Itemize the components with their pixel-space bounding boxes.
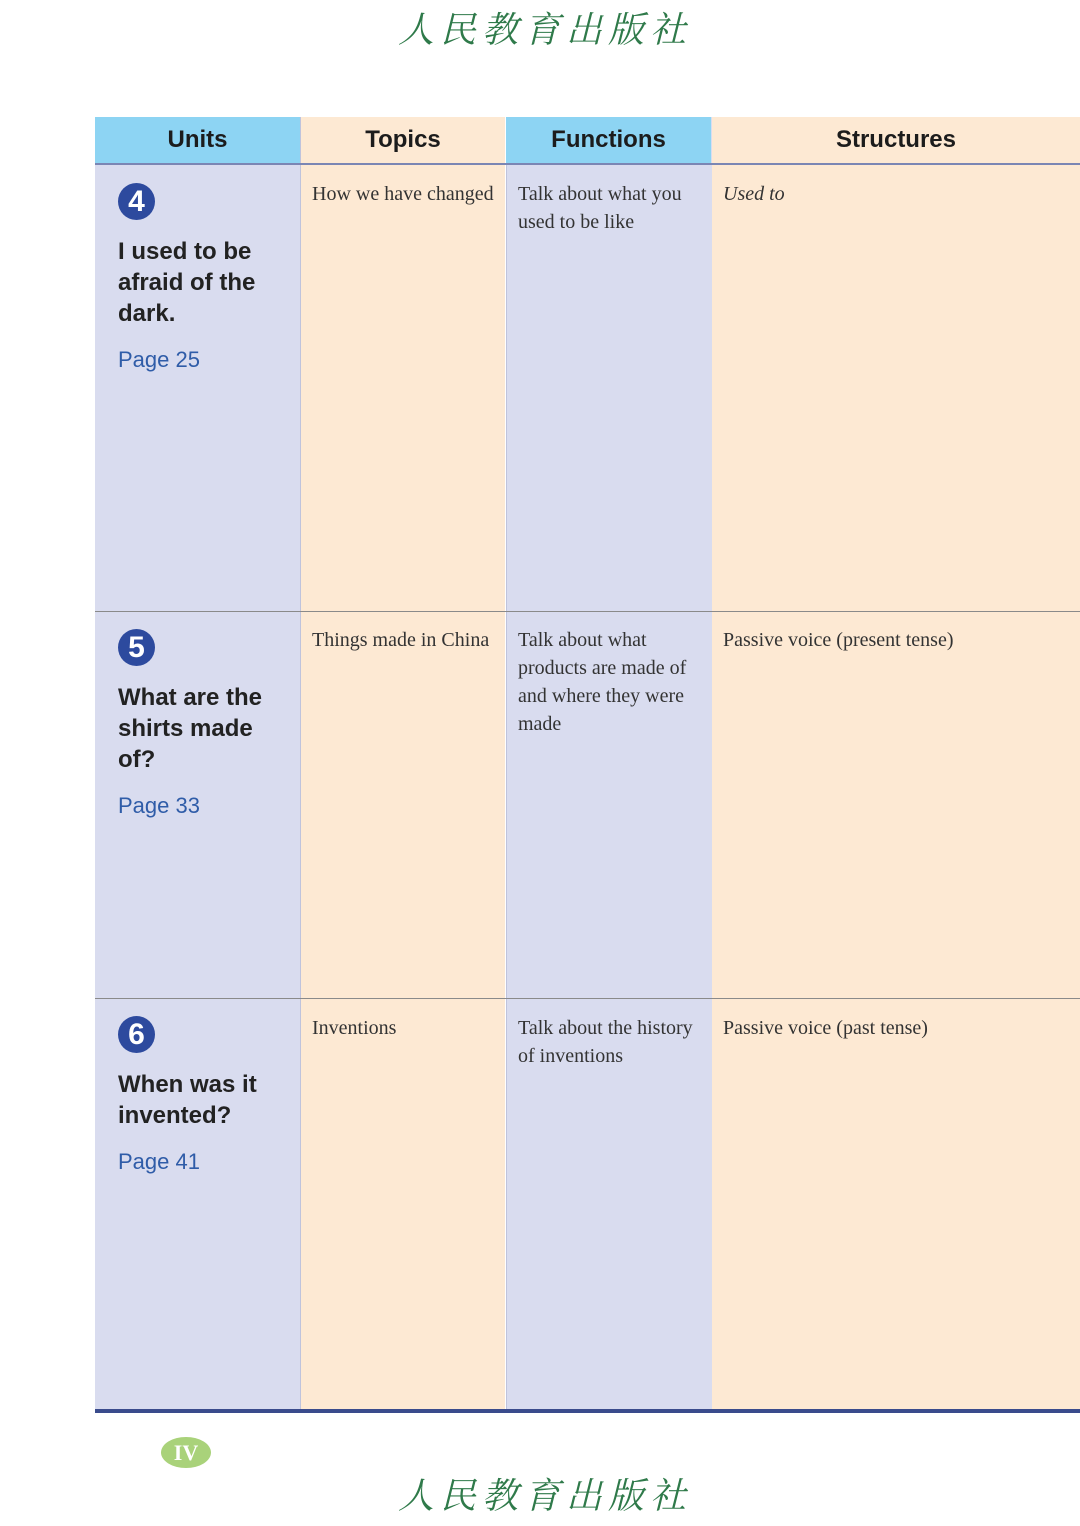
publisher-watermark-bottom: 人民教育出版社 bbox=[397, 1476, 692, 1517]
structures-column bbox=[712, 117, 1080, 1410]
contents-table bbox=[95, 117, 1080, 1412]
row-divider bbox=[95, 611, 1080, 612]
header-structures: Structures bbox=[712, 117, 1080, 163]
unit-title: What are the shirts made of? bbox=[118, 684, 263, 773]
structure-cell: Passive voice (present tense) bbox=[723, 629, 954, 651]
header-topics: Topics bbox=[301, 117, 505, 163]
unit-page-link[interactable]: Page 33 bbox=[118, 793, 200, 818]
functions-column bbox=[506, 117, 713, 1410]
header-divider bbox=[95, 163, 1080, 165]
header-units: Units bbox=[95, 117, 300, 163]
topic-cell: Things made in China bbox=[312, 629, 490, 651]
unit-4-block[interactable] bbox=[118, 183, 288, 373]
structure-cell: Used to bbox=[723, 183, 785, 205]
row-divider bbox=[95, 998, 1080, 999]
table-bottom-border bbox=[95, 1409, 1080, 1413]
topic-cell: Inventions bbox=[312, 1017, 397, 1039]
header-functions: Functions bbox=[506, 117, 711, 163]
unit-5-block[interactable] bbox=[118, 629, 288, 819]
function-cell: Talk about what products are made of and where they were made bbox=[518, 629, 687, 735]
unit-6-block[interactable] bbox=[118, 1016, 288, 1175]
unit-title: When was it invented? bbox=[118, 1071, 257, 1129]
unit-number-badge: 5 bbox=[118, 629, 155, 666]
unit-number-badge: 4 bbox=[118, 183, 155, 220]
publisher-watermark-top: 人民教育出版社 bbox=[397, 10, 692, 51]
unit-page-link[interactable]: Page 41 bbox=[118, 1149, 200, 1174]
function-cell: Talk about the history of inventions bbox=[518, 1017, 693, 1067]
unit-number-badge: 6 bbox=[118, 1016, 155, 1053]
unit-title: I used to be afraid of the dark. bbox=[118, 238, 256, 327]
unit-page-link[interactable]: Page 25 bbox=[118, 347, 200, 372]
structure-cell: Passive voice (past tense) bbox=[723, 1017, 928, 1039]
topics-column bbox=[301, 117, 505, 1410]
function-cell: Talk about what you used to be like bbox=[518, 183, 682, 233]
page-number-badge: IV bbox=[161, 1437, 211, 1468]
topic-cell: How we have changed bbox=[312, 183, 494, 205]
